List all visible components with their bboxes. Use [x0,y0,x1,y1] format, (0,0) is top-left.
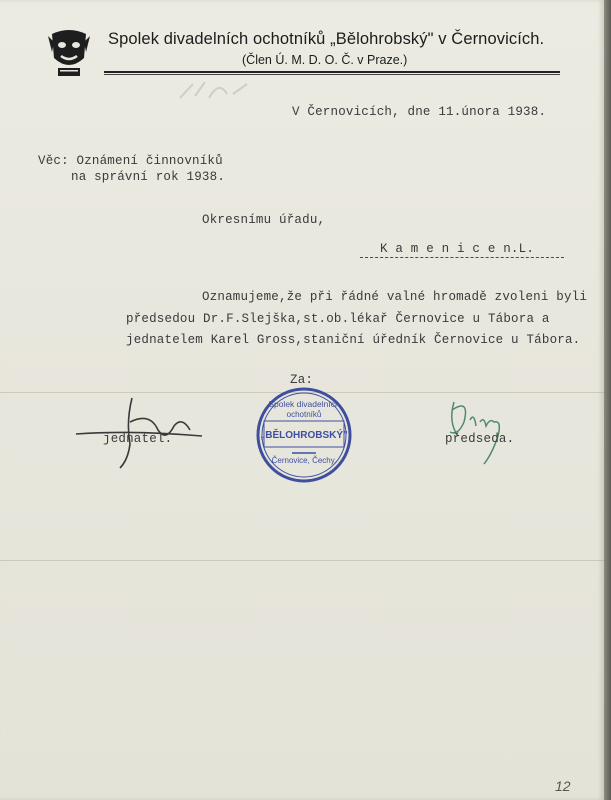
society-stamp [254,385,354,485]
underline-dashes [360,257,564,258]
fold-line [0,560,604,561]
letterhead-title: Spolek divadelních ochotníků „Bělohrobský" v Černovicích. [108,30,545,48]
stamp-mid-text: ochotníků [286,410,322,419]
recipient: Okresnímu úřadu, [202,213,326,227]
subject-line: na správní rok 1938. [71,170,226,184]
body-line: Oznamujeme,že při řádné valné hromadě zvoleni byli [202,290,588,304]
place-date: V Černovicích, dne 11.února 1938. [292,105,547,119]
page-number: 12 [555,778,571,794]
theatre-mask-logo [46,28,92,78]
for-label: Za: [290,373,314,387]
stamp-place: Černovice, Čechy. [271,456,337,465]
stamp-top-text: Spolek divadelních [268,399,340,409]
letterhead-rule [104,74,560,75]
body-line: jednatelem Karel Gross,staniční úředník Černovice u Tábora. [126,333,581,347]
recipient-city: K a m e n i c e n.L. [380,242,535,256]
secretary-label: jednatel. [103,432,173,446]
subject-line: Věc: Oznámení činnovníků [38,154,223,168]
letterhead-rule [104,71,560,73]
stamp-name: „BĚLOHROBSKÝ" [260,430,348,441]
body-line: předsedou Dr.F.Slejška,st.ob.lékař Černovice u Tábora a [126,312,550,326]
page-edge [604,0,611,800]
letterhead-subtitle: (Člen Ú. M. D. O. Č. v Praze.) [242,53,408,67]
faded-pencil-mark [175,76,265,106]
chairman-label: předseda. [445,432,515,446]
